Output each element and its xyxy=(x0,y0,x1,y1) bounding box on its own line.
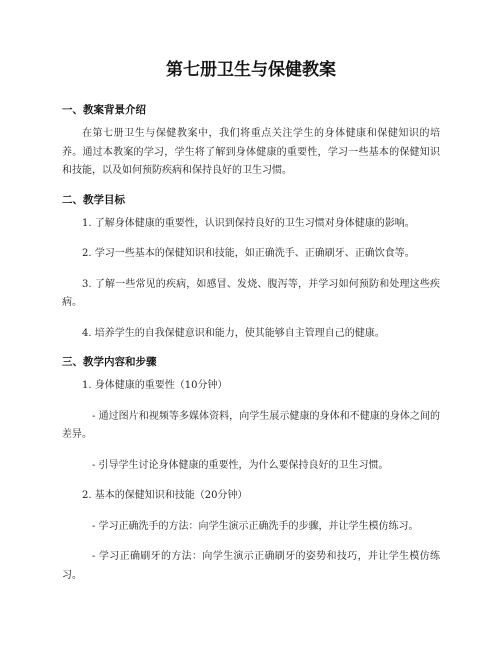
section-heading: 二、教学目标 xyxy=(62,193,125,206)
section-content-steps xyxy=(62,355,440,585)
step-detail: - 学习正确洗手的方法：向学生演示正确洗手的步骤，并让学生模仿练习。 xyxy=(92,520,419,532)
objective-item: 3. 了解一些常见的疾病，如感冒、发烧、腹泻等，并学习如何预防和处理这些疾病。 xyxy=(62,278,440,308)
step-detail: - 学习正确刷牙的方法：向学生演示正确刷牙的姿势和技巧，并让学生模仿练习。 xyxy=(62,551,440,581)
section-heading: 一、教案背景介绍 xyxy=(62,104,146,116)
section-objectives xyxy=(62,193,440,344)
section-heading: 三、教学内容和步骤 xyxy=(62,356,157,368)
step-heading: 2. 基本的保健知识和技能（20分钟） xyxy=(82,490,248,501)
step-heading: 1. 身体健康的重要性（10分钟） xyxy=(82,380,228,391)
objective-item: 4. 培养学生的自我保健意识和能力，使其能够自主管理自己的健康。 xyxy=(82,327,385,339)
paragraph: 在第七册卫生与保健教案中，我们将重点关注学生的身体健康和保健知识的培养。通过本教案的学习，学生将了解到身体健康的重要性，学习一些基本的保健知识和技能，以及如何预防疾病和保持良好的卫生习惯。 xyxy=(62,128,440,176)
document-title: 第七册卫生与保健教案 xyxy=(166,60,336,80)
objective-item: 1. 了解身体健康的重要性，认识到保持良好的卫生习惯对身体健康的影响。 xyxy=(82,217,415,229)
step-detail: - 引导学生讨论身体健康的重要性，为什么要保持良好的卫生习惯。 xyxy=(92,459,389,471)
objective-item: 2. 学习一些基本的保健知识和技能，如正确洗手、正确刷牙、正确饮食等。 xyxy=(82,248,415,259)
step-detail: - 通过图片和视频等多媒体资料，向学生展示健康的身体和不健康的身体之间的差异。 xyxy=(62,410,440,440)
section-background xyxy=(62,103,440,181)
